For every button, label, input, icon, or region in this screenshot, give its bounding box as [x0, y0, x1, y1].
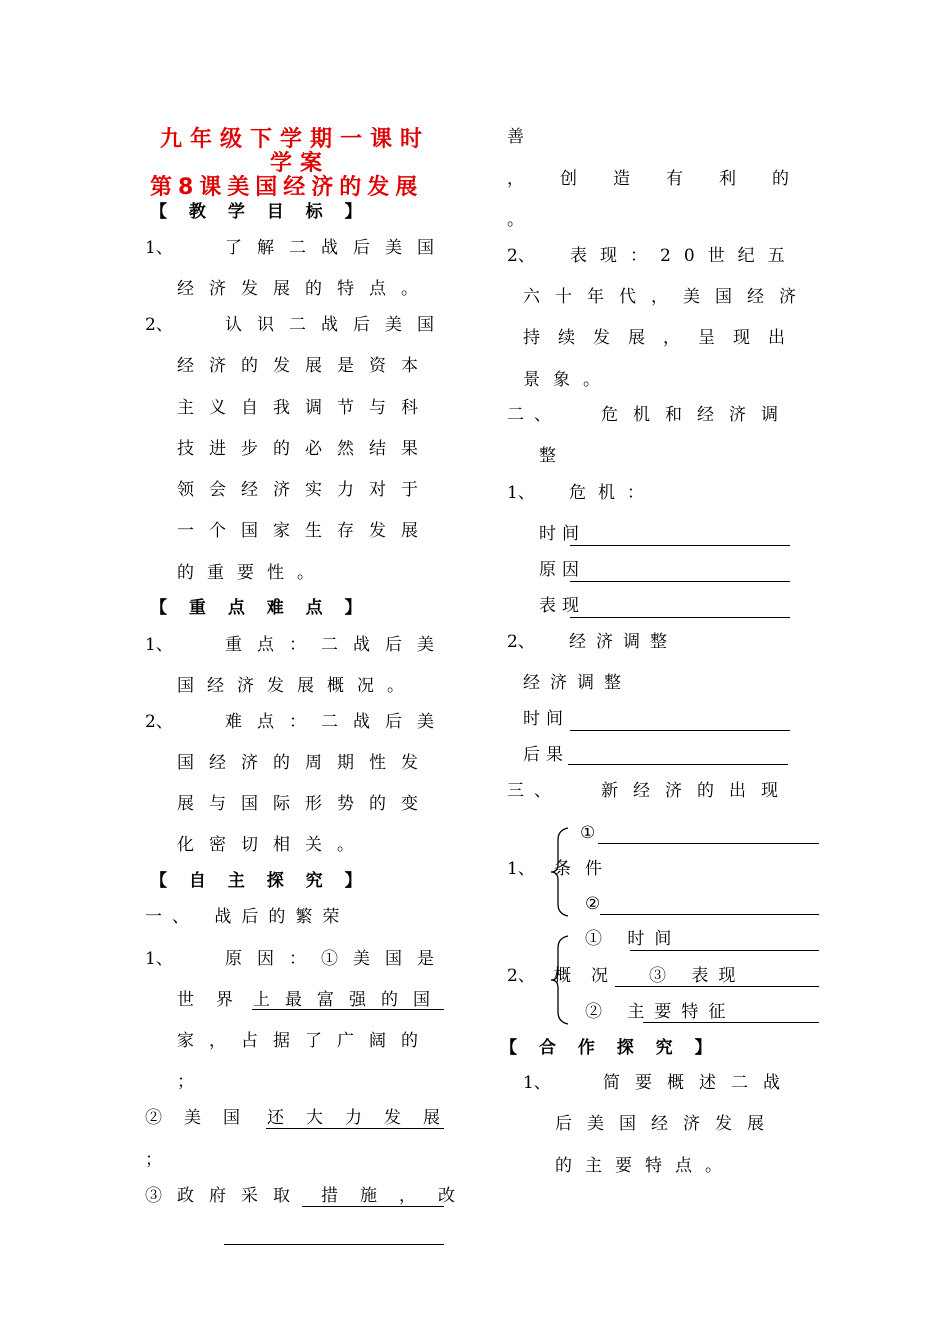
- condition1-blank: [598, 843, 819, 844]
- adjust-time-label: 时间: [523, 709, 569, 729]
- reason1-line4: ；: [177, 1072, 194, 1092]
- goal1-line1: 了解二战后美国: [225, 238, 449, 258]
- reason2-underline: [266, 1128, 444, 1129]
- continued-end: 。: [507, 210, 524, 230]
- overview-item-show: ③ 表现: [649, 966, 746, 986]
- goal2-line1: 认识二战后美国: [225, 315, 449, 335]
- lesson-title: 第8课美国经济的发展: [150, 175, 424, 200]
- goal2-line6: 一个国家生存发展: [177, 521, 433, 541]
- condition-marker-2: ②: [585, 894, 601, 914]
- reason3-underlined: 措施，改: [321, 1186, 477, 1206]
- reason1-line3: 家，占据了广阔的: [177, 1031, 433, 1051]
- crisis-number: 1、: [507, 483, 535, 503]
- crisis-label: 危机：: [569, 483, 656, 503]
- section2-heading-end: 整: [539, 446, 556, 466]
- self-explore-header: 【 自 主 探 究 】: [150, 871, 370, 891]
- goal2-line2: 经济的发展是资本: [177, 356, 433, 376]
- conditions-number: 1、: [507, 859, 535, 879]
- overview-item-features: ② 主要特征: [585, 1002, 736, 1022]
- crisis-show-blank: [570, 617, 790, 618]
- cooperative-explore-header: 【 合 作 探 究 】: [500, 1038, 720, 1058]
- perf-line2: 六十年代，美国经济: [523, 287, 811, 307]
- crisis-time-blank: [570, 545, 790, 546]
- overview-time-blank: [630, 950, 819, 951]
- section3-number: 三、: [507, 781, 561, 801]
- continued-char: 善: [507, 127, 524, 147]
- key-points-header: 【 重 点 难 点 】: [150, 598, 370, 618]
- crisis-cause-label: 原因: [539, 560, 585, 580]
- adjust-time-blank: [570, 730, 790, 731]
- key1-number: 1、: [145, 635, 173, 655]
- page-title-line1: 九年级下学期一课时: [160, 127, 431, 152]
- overview-show-blank: [615, 986, 819, 987]
- perf-line4: 景象。: [523, 370, 613, 390]
- adjust-number: 2、: [507, 632, 535, 652]
- coop-line2: 后美国经济发展: [555, 1114, 779, 1134]
- coop-line3: 的主要特点。: [555, 1156, 735, 1176]
- page-title-line2: 学案: [270, 151, 331, 176]
- goal2-line7: 的重要性。: [177, 563, 327, 583]
- overview-number: 2、: [507, 966, 535, 986]
- overview-item-time: ① 时间: [585, 929, 682, 949]
- goal1-line2: 经济发展的特点。: [177, 279, 433, 299]
- section2-heading: 危机和经济调: [601, 405, 793, 425]
- reason3-start: ③政府采取: [145, 1186, 305, 1206]
- overview-features-blank: [643, 1022, 819, 1023]
- coop-number: 1、: [523, 1073, 551, 1093]
- key2-line2: 国经济的周期性发: [177, 753, 433, 773]
- reason1-line2-underlined: 上最富强的国: [253, 990, 445, 1010]
- condition2-blank: [600, 914, 819, 915]
- overview-label: 概况: [554, 966, 628, 986]
- key2-line4: 化密切相关。: [177, 835, 369, 855]
- adjust-sub-label: 经济调整: [523, 673, 631, 693]
- reason3-underline: [302, 1206, 444, 1207]
- reason2-end: ；: [145, 1150, 162, 1170]
- reason1-line2-start: 世界: [177, 990, 255, 1010]
- key1-line2: 国经济发展概况。: [177, 676, 417, 696]
- perf-line1: 表现：20世纪五: [570, 246, 798, 266]
- adjust-result-blank: [568, 764, 788, 765]
- goal2-line5: 领会经济实力对于: [177, 480, 433, 500]
- section2-number: 二、: [507, 405, 561, 425]
- condition-marker-1: ①: [580, 823, 596, 843]
- key2-line3: 展与国际形势的变: [177, 794, 433, 814]
- perf-line3: 持续发展，呈现出: [523, 328, 803, 348]
- reason1-number: 1、: [145, 949, 173, 969]
- reason2-underlined: 还大力发展: [267, 1108, 462, 1128]
- goal2-line4: 技进步的必然结果: [177, 439, 433, 459]
- reason2-start: ②美国: [145, 1108, 262, 1128]
- crisis-time-label: 时间: [539, 524, 585, 544]
- reason1-line1: 原因：①美国是: [225, 949, 449, 969]
- section3-heading: 新经济的出现: [601, 781, 793, 801]
- adjust-label: 经济调整: [569, 632, 677, 652]
- goal2-line3: 主义自我调节与科: [177, 398, 433, 418]
- key2-line1: 难点：二战后美: [225, 712, 449, 732]
- goal2-number: 2、: [145, 315, 173, 335]
- crisis-show-label: 表现: [539, 596, 585, 616]
- conditions-label: 条件: [554, 859, 616, 879]
- section1-heading: 一、 战后的繁荣: [145, 907, 350, 927]
- perf-number: 2、: [507, 246, 535, 266]
- reason3-blank-line: [224, 1244, 444, 1245]
- adjust-result-label: 后果: [523, 745, 569, 765]
- crisis-cause-blank: [570, 581, 790, 582]
- coop-line1: 简要概述二战: [603, 1073, 795, 1093]
- goal1-number: 1、: [145, 238, 173, 258]
- reason1-underline: [252, 1009, 444, 1010]
- key2-number: 2、: [145, 712, 173, 732]
- key1-line1: 重点：二战后美: [225, 635, 449, 655]
- continued-line: ，创造有利的: [507, 169, 825, 189]
- teaching-goals-header: 【 教 学 目 标 】: [150, 202, 370, 222]
